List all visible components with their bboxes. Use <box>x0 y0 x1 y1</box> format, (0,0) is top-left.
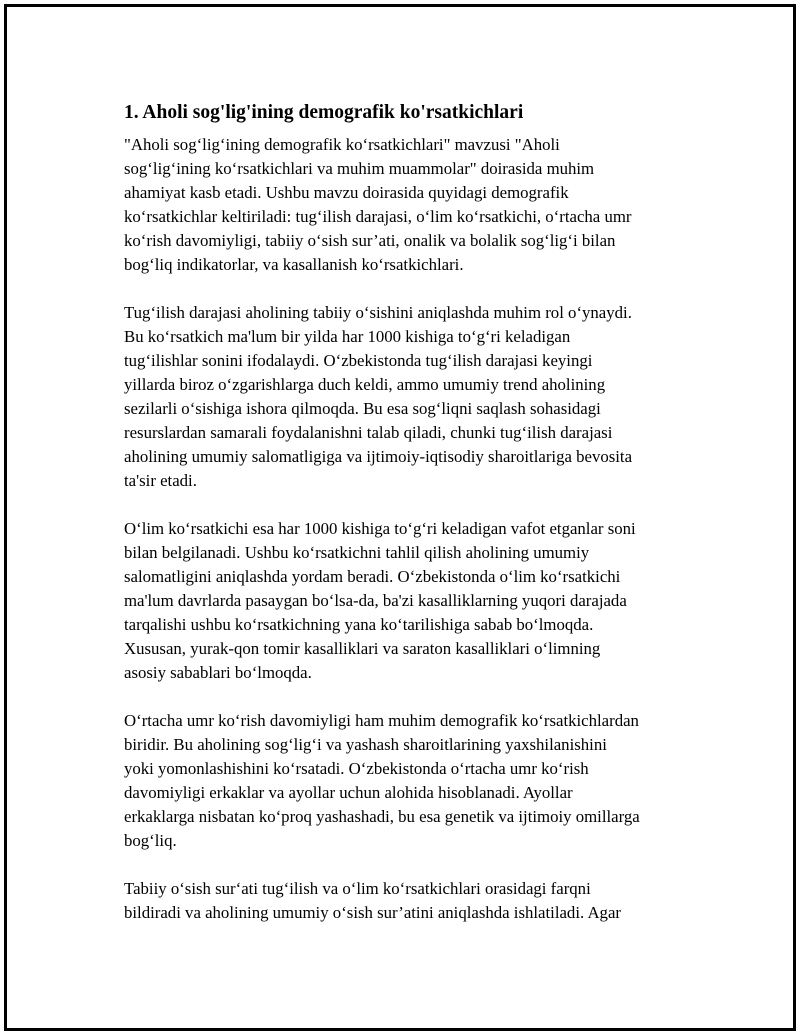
paragraph-line: "Aholi sog‘lig‘ining demografik ko‘rsatkichlari" mavzusi "Aholi <box>124 135 560 154</box>
paragraph-mortality <box>124 517 704 685</box>
paragraph-line: Tabiiy o‘sish sur‘ati tug‘ilish va o‘lim ko‘rsatkichlari orasidagi farqni <box>124 879 591 898</box>
paragraph-line: aholining umumiy salomatligiga va ijtimoiy-iqtisodiy sharoitlariga bevosita <box>124 447 633 466</box>
paragraph-line: salomatligini aniqlashda yordam beradi. O‘zbekistonda o‘lim ko‘rsatkichi <box>124 567 621 586</box>
paragraph-line: ahamiyat kasb etadi. Ushbu mavzu doirasida quyidagi demografik <box>124 183 569 202</box>
paragraph-intro <box>124 133 704 277</box>
paragraph-line: biridir. Bu aholining sog‘lig‘i va yashash sharoitlarining yaxshilanishini <box>124 735 607 754</box>
paragraph-line: Bu ko‘rsatkich ma'lum bir yilda har 1000 kishiga to‘g‘ri keladigan <box>124 327 571 346</box>
paragraph-line: bildiradi va aholining umumiy o‘sish sur’atini aniqlashda ishlatiladi. Agar <box>124 903 621 922</box>
paragraph-line: sog‘lig‘ining ko‘rsatkichlari va muhim muammolar" doirasida muhim <box>124 159 595 178</box>
page-frame <box>4 4 796 1031</box>
paragraph-line: yoki yomonlashishini ko‘rsatadi. O‘zbekistonda o‘rtacha umr ko‘rish <box>124 759 589 778</box>
section-heading: 1. Aholi sog'lig'ining demografik ko'rsatkichlari <box>124 102 524 123</box>
paragraph-birth-rate <box>124 301 704 493</box>
paragraph-line: ta'sir etadi. <box>124 471 197 490</box>
paragraph-line: O‘rtacha umr ko‘rish davomiyligi ham muhim demografik ko‘rsatkichlardan <box>124 711 639 730</box>
paragraph-line: yillarda biroz o‘zgarishlarga duch keldi, ammo umumiy trend aholining <box>124 375 606 394</box>
paragraph-line: resurslardan samarali foydalanishni talab qiladi, chunki tug‘ilish darajasi <box>124 423 613 442</box>
paragraph-line: bilan belgilanadi. Ushbu ko‘rsatkichni tahlil qilish aholining umumiy <box>124 543 590 562</box>
paragraph-line: asosiy sabablari bo‘lmoqda. <box>124 663 312 682</box>
paragraph-line: bog‘liq indikatorlar, va kasallanish ko‘rsatkichlari. <box>124 255 464 274</box>
paragraph-line: ko‘rsatkichlar keltiriladi: tug‘ilish darajasi, o‘lim ko‘rsatkichi, o‘rtacha umr <box>124 207 632 226</box>
paragraph-line: ma'lum davrlarda pasaygan bo‘lsa-da, ba'zi kasalliklarning yuqori darajada <box>124 591 627 610</box>
paragraph-line: O‘lim ko‘rsatkichi esa har 1000 kishiga to‘g‘ri keladigan vafot etganlar soni <box>124 519 636 538</box>
paragraph-line: erkaklarga nisbatan ko‘proq yashashadi, bu esa genetik va ijtimoiy omillarga <box>124 807 640 826</box>
paragraph-line: sezilarli o‘sishiga ishora qilmoqda. Bu esa sog‘liqni saqlash sohasidagi <box>124 399 601 418</box>
paragraph-line: Tug‘ilish darajasi aholining tabiiy o‘sishini aniqlashda muhim rol o‘ynaydi. <box>124 303 632 322</box>
paragraph-line: tug‘ilishlar sonini ifodalaydi. O‘zbekistonda tug‘ilish darajasi keyingi <box>124 351 593 370</box>
paragraph-natural-growth <box>124 877 704 925</box>
paragraph-line: ko‘rish davomiyligi, tabiiy o‘sish sur’ati, onalik va bolalik sog‘lig‘i bilan <box>124 231 616 250</box>
document-body <box>124 99 704 949</box>
paragraph-line: davomiyligi erkaklar va ayollar uchun alohida hisoblanadi. Ayollar <box>124 783 573 802</box>
paragraph-line: bog‘liq. <box>124 831 177 850</box>
paragraph-line: tarqalishi ushbu ko‘rsatkichning yana ko‘tarilishiga sabab bo‘lmoqda. <box>124 615 594 634</box>
paragraph-line: Xususan, yurak-qon tomir kasalliklari va saraton kasalliklari o‘limning <box>124 639 601 658</box>
paragraph-life-expectancy <box>124 709 704 853</box>
